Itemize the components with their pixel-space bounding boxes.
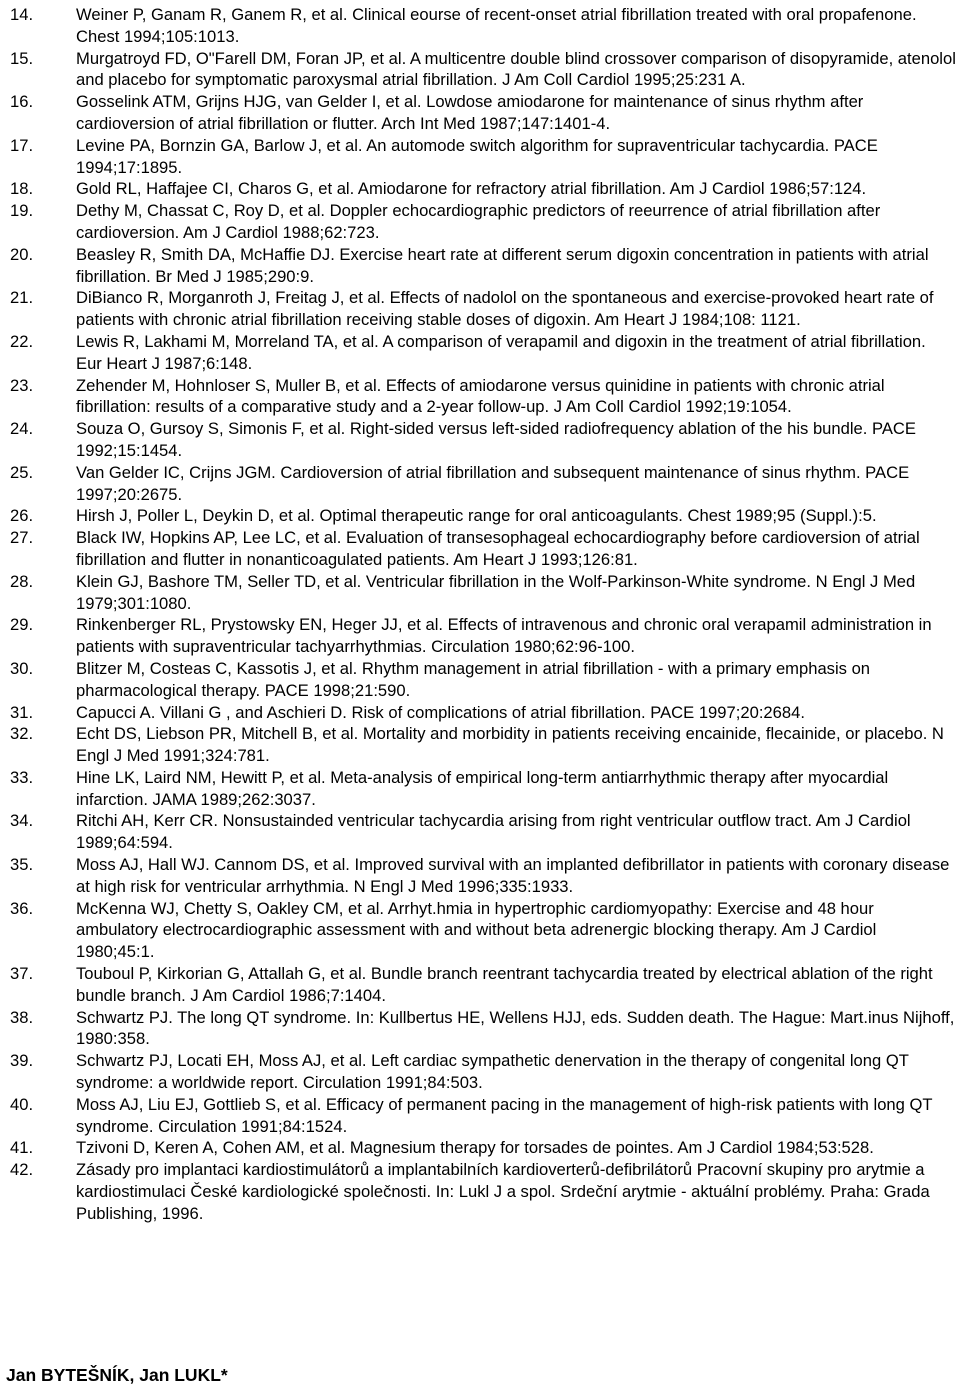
reference-item [0, 767, 960, 811]
reference-item [0, 963, 960, 1007]
reference-item [0, 810, 960, 854]
reference-number: 41. [10, 1138, 34, 1158]
reference-number: 22. [10, 331, 34, 351]
reference-text: Hirsh J, Poller L, Deykin D, et al. Optimal therapeutic range for oral anticoagulants. Chest 1989;95 (Suppl.):5. [76, 506, 877, 526]
reference-text: Black IW, Hopkins AP, Lee LC, et al. Evaluation of transesophageal echocardiography before cardioversion of atrial fibrillation and flutter in nonanticoagulated patients. Am Heart J 1993;126:81. [76, 528, 920, 569]
reference-number: 40. [10, 1094, 34, 1114]
reference-item [0, 571, 960, 615]
reference-item [0, 723, 960, 767]
reference-text: Weiner P, Ganam R, Ganem R, et al. Clinical eourse of recent-onset atrial fibrillation treated with oral propafenone. Chest 1994;105:1013. [76, 5, 917, 46]
reference-item [0, 244, 960, 288]
reference-number: 31. [10, 702, 34, 722]
reference-item [0, 1159, 960, 1224]
reference-number: 20. [10, 244, 34, 264]
reference-number: 17. [10, 135, 34, 155]
reference-item [0, 4, 960, 48]
reference-item [0, 658, 960, 702]
reference-item [0, 178, 960, 200]
reference-item [0, 331, 960, 375]
reference-item [0, 854, 960, 898]
reference-text: Murgatroyd FD, O"Farell DM, Foran JP, et al. A multicentre double blind crossover comparison of disopyramide, atenolol and placebo for symptomatic paroxysmal atrial fibrillation. J Am Coll Cardiol 1995;25:231 A. [76, 48, 956, 90]
reference-text: Klein GJ, Bashore TM, Seller TD, et al. Ventricular fibrillation in the Wolf-Parkinson-White syndrome. N Engl J Med 1979;301:1080. [76, 571, 916, 613]
reference-text: Capucci A. Villani G , and Aschieri D. Risk of complications of atrial fibrillation. PACE 1997;20:2684. [76, 702, 805, 722]
reference-list [0, 4, 960, 1225]
reference-item [0, 375, 960, 419]
reference-text: Lewis R, Lakhami M, Morreland TA, et al. A comparison of verapamil and digoxin in the treatment of atrial fibrillation. Eur Heart J 1987;6:148. [76, 331, 926, 373]
reference-number: 15. [10, 48, 34, 68]
reference-number: 18. [10, 179, 34, 199]
reference-item [0, 91, 960, 135]
reference-text: Tzivoni D, Keren A, Cohen AM, et al. Magnesium therapy for torsades de pointes. Am J Cardiol 1984;53:528. [76, 1138, 874, 1158]
reference-item [0, 1094, 960, 1138]
reference-text: Souza O, Gursoy S, Simonis F, et al. Right-sided versus left-sided radiofrequency ablation of the his bundle. PACE 1992;15:1454. [76, 419, 916, 460]
reference-text: Levine PA, Bornzin GA, Barlow J, et al. An automode switch algorithm for supraventricular tachycardia. PACE 1994;17:1895. [76, 135, 878, 177]
reference-text: Zásady pro implantaci kardiostimulátorů a implantabilních kardioverterů-defibrilátorů Pracovní skupiny pro arytmie a kardiostimulaci České kardiologické společnosti. In: Lukl J a spol. Srdeční arytmie - aktuální problémy. Praha: Grada Publishing, 1996. [76, 1160, 930, 1223]
reference-number: 16. [10, 92, 34, 112]
reference-number: 23. [10, 375, 34, 395]
reference-number: 35. [10, 855, 34, 875]
reference-text: Schwartz PJ, Locati EH, Moss AJ, et al. Left cardiac sympathetic denervation in the therapy of congenital long QT syndrome: a worldwide report. Circulation 1991;84:503. [76, 1051, 909, 1093]
reference-number: 19. [10, 201, 34, 221]
reference-text: Echt DS, Liebson PR, Mitchell B, et al. Mortality and morbidity in patients receiving encainide, flecainide, or placebo. N Engl J Med 1991;324:781. [76, 724, 944, 766]
reference-item [0, 614, 960, 658]
reference-text: Zehender M, Hohnloser S, Muller B, et al. Effects of amiodarone versus quinidine in patients with chronic atrial fibrillation: results of a comparative study and a 2-year follow-up. J Am Coll Cardiol 1992;19:1054. [76, 375, 885, 417]
reference-item [0, 48, 960, 92]
reference-item [0, 505, 960, 527]
reference-item [0, 135, 960, 179]
reference-item [0, 200, 960, 244]
reference-number: 28. [10, 571, 34, 591]
reference-text: Touboul P, Kirkorian G, Attallah G, et al. Bundle branch reentrant tachycardia treated by electrical ablation of the right bundle branch. J Am Cardiol 1986;7:1404. [76, 964, 933, 1005]
reference-text: Beasley R, Smith DA, McHaffie DJ. Exercise heart rate at different serum digoxin concentration in patients with atrial fibrillation. Br Med J 1985;290:9. [76, 244, 929, 286]
reference-text: Van Gelder IC, Crijns JGM. Cardioversion of atrial fibrillation and subsequent maintenance of sinus rhythm. PACE 1997;20:2675. [76, 462, 910, 504]
reference-number: 34. [10, 811, 34, 831]
reference-text: Ritchi AH, Kerr CR. Nonsustainded ventricular tachycardia arising from right ventricular outflow tract. Am J Cardiol 1989;64:594. [76, 811, 911, 853]
reference-item [0, 527, 960, 571]
footer-authors: Jan BYTEŠNÍK, Jan LUKL* [6, 1365, 228, 1385]
reference-text: DiBianco R, Morganroth J, Freitag J, et al. Effects of nadolol on the spontaneous and exercise-provoked heart rate of patients with chronic atrial fibrillation receiving stable doses of digoxin. Am Heart J 1984;108: 1121. [76, 288, 934, 330]
reference-text: Moss AJ, Hall WJ. Cannom DS, et al. Improved survival with an implanted defibrillator in patients with coronary disease at high risk for ventricular arrhythmia. N Engl J Med 1996;335:1933. [76, 855, 950, 896]
reference-number: 36. [10, 898, 34, 918]
reference-text: Gold RL, Haffajee CI, Charos G, et al. Amiodarone for refractory atrial fibrillation. Am J Cardiol 1986;57:124. [76, 179, 867, 199]
reference-item [0, 1007, 960, 1051]
reference-item [0, 1050, 960, 1094]
reference-text: Schwartz PJ. The long QT syndrome. In: Kullbertus HE, Wellens HJJ, eds. Sudden death. The Hague: Mart.inus Nijhoff, 1980:358. [76, 1007, 955, 1049]
reference-number: 24. [10, 419, 34, 439]
reference-item [0, 462, 960, 506]
reference-text: McKenna WJ, Chetty S, Oakley CM, et al. Arrhyt.hmia in hypertrophic cardiomyopathy: Exercise and 48 hour ambulatory electrocardiographic assessment with and without beta adrenergic blocking therapy. Am J Cardiol 1980;45:1. [76, 898, 877, 962]
reference-number: 25. [10, 462, 34, 482]
reference-number: 42. [10, 1160, 34, 1180]
reference-number: 29. [10, 615, 34, 635]
reference-item [0, 418, 960, 462]
reference-item [0, 1137, 960, 1159]
reference-text: Dethy M, Chassat C, Roy D, et al. Doppler echocardiographic predictors of reeurrence of atrial fibrillation after cardioversion. Am J Cardiol 1988;62:723. [76, 201, 881, 242]
reference-item [0, 702, 960, 724]
reference-text: Hine LK, Laird NM, Hewitt P, et al. Meta-analysis of empirical long-term antiarrhythmic therapy after myocardial infarction. JAMA 1989;262:3037. [76, 767, 889, 809]
reference-number: 30. [10, 658, 34, 678]
reference-number: 27. [10, 528, 34, 548]
reference-number: 33. [10, 767, 34, 787]
reference-text: Moss AJ, Liu EJ, Gottlieb S, et al. Efficacy of permanent pacing in the management of high-risk patients with long QT syndrome. Circulation 1991;84:1524. [76, 1094, 933, 1136]
reference-text: Blitzer M, Costeas C, Kassotis J, et al. Rhythm management in atrial fibrillation - with a primary emphasis on pharmacological therapy. PACE 1998;21:590. [76, 658, 871, 700]
reference-item [0, 898, 960, 963]
reference-text: Gosselink ATM, Grijns HJG, van Gelder I, et al. Lowdose amiodarone for maintenance of sinus rhythm after cardioversion of atrial fibrillation or flutter. Arch Int Med 1987;147:1401-4. [76, 92, 864, 133]
reference-number: 38. [10, 1007, 34, 1027]
reference-number: 39. [10, 1051, 34, 1071]
reference-text: Rinkenberger RL, Prystowsky EN, Heger JJ, et al. Effects of intravenous and chronic oral verapamil administration in patients with supraventricular tachyarrhythmias. Circulation 1980;62:96-100. [76, 615, 932, 657]
reference-item [0, 287, 960, 331]
reference-number: 26. [10, 506, 34, 526]
reference-number: 14. [10, 5, 34, 24]
reference-number: 21. [10, 288, 34, 308]
reference-number: 32. [10, 724, 34, 744]
reference-number: 37. [10, 964, 34, 984]
